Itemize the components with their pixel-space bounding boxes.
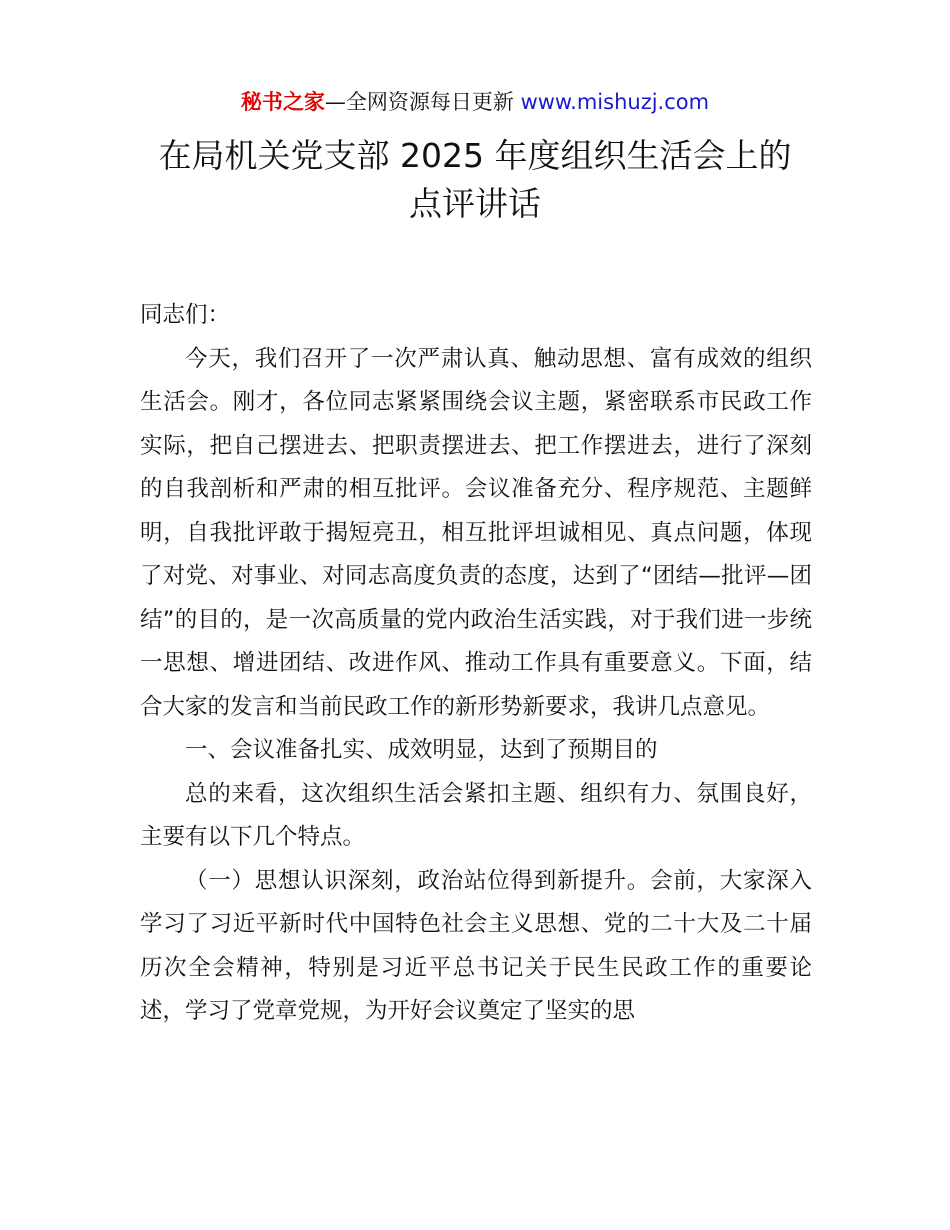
site-header (0, 88, 950, 116)
title-line-2: 点评讲话 (409, 184, 541, 223)
section-heading-1: 一、会议准备扎实、成效明显，达到了预期目的 (185, 737, 658, 763)
paragraph-3: （一）思想认识深刻，政治站位得到新提升。会前，大家深入学习了习近平新时代中国特色社会主义思想、党的二十大及二十届历次全会精神，特别是习近平总书记关于民生民政工作的重要论述，学习了党章党规，为开好会议奠定了坚实的思 (140, 867, 812, 1024)
salutation: 同志们： (140, 302, 231, 328)
document-body (140, 294, 812, 1034)
paragraph-1: 今天，我们召开了一次严肃认真、触动思想、富有成效的组织生活会。刚才，各位同志紧紧围绕会议主题，紧密联系市民政工作实际，把自己摆进去、把职责摆进去、把工作摆进去，进行了深刻的自我剖析和严肃的相互批评。会议准备充分、程序规范、主题鲜明，自我批评敢于揭短亮丑，相互批评坦诚相见、真点问题，体现了对党、对事业、对同志高度负责的态度，达到了“团结—批评—团结”的目的，是一次高质量的党内政治生活实践，对于我们进一步统一思想、增进团结、改进作风、推动工作具有重要意义。下面，结合大家的发言和当前民政工作的新形势新要求，我讲几点意见。 (140, 345, 812, 720)
brand-name: 秘书之家 (240, 90, 325, 114)
site-url-link[interactable]: www.mishuzj.com (520, 90, 710, 114)
paragraph-2: 总的来看，这次组织生活会紧扣主题、组织有力、氛围良好，主要有以下几个特点。 (140, 780, 812, 850)
document-title (0, 132, 950, 228)
header-tagline: —全网资源每日更新 (324, 90, 514, 114)
title-line-1: 在局机关党支部 2025 年度组织生活会上的 (158, 136, 792, 175)
